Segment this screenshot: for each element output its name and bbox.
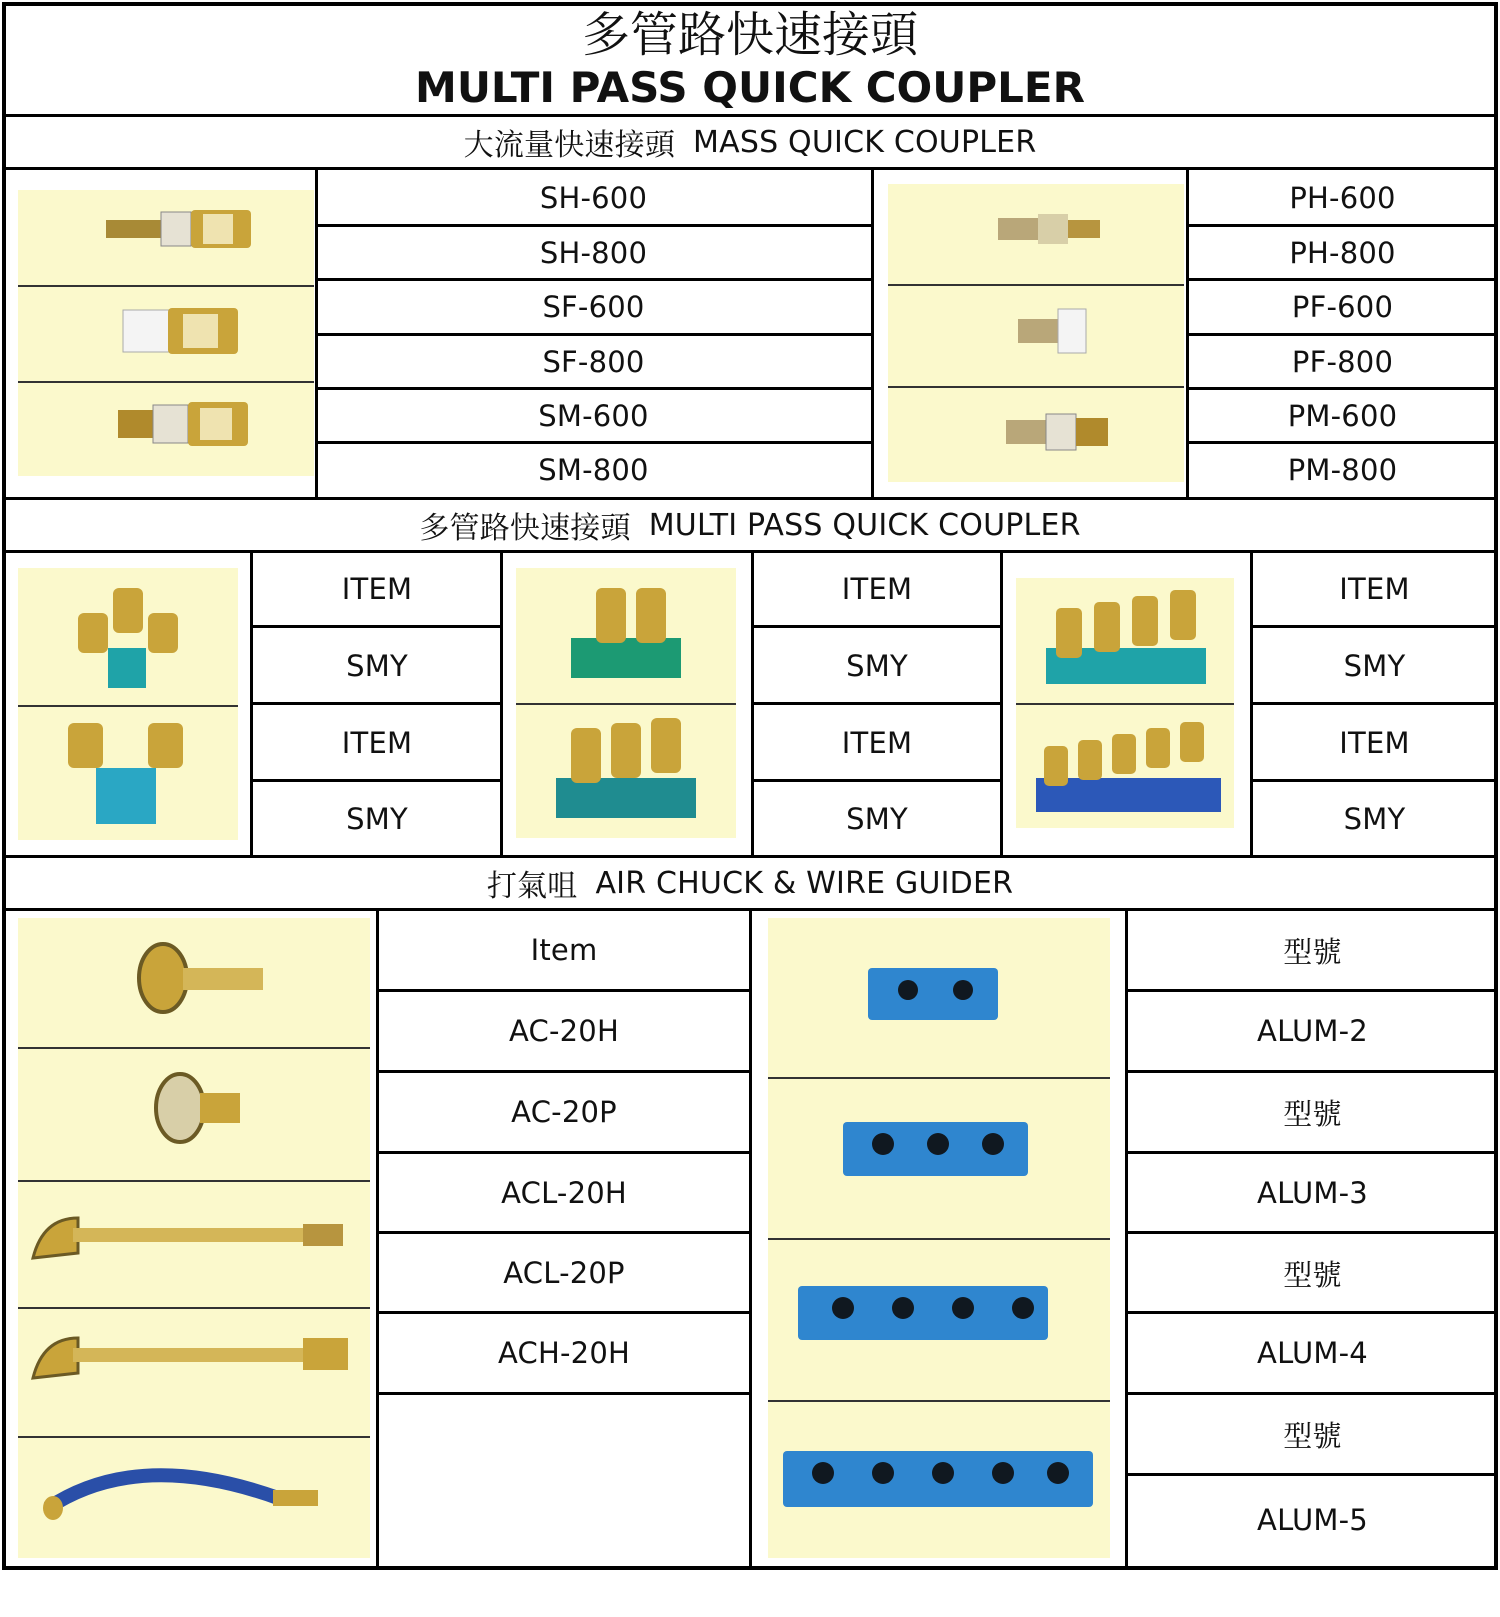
model-cell-pm-800: PM-800 [1287, 453, 1398, 487]
air-chuck-photo-panel [18, 918, 370, 1558]
multi-col1-item-a: ITEM [341, 572, 413, 606]
divider [1253, 779, 1496, 782]
section-title-multi [4, 500, 1496, 550]
divider [1128, 1311, 1496, 1314]
divider [318, 278, 871, 281]
plugs-image [888, 184, 1184, 482]
alum-2-icon [868, 968, 998, 1020]
section-title-mass-zh: 大流量快速接頭 [463, 128, 676, 163]
alum-5-icon [783, 1451, 1093, 1507]
model-cell-pf-800: PF-800 [1291, 345, 1394, 379]
sockets-image [18, 190, 314, 476]
model-cell-sh-600: SH-600 [539, 181, 648, 215]
multi-col2-item-b: ITEM [841, 726, 913, 760]
air-chuck-acl-20p: ACL-20P [503, 1256, 625, 1290]
section-title-mass-en: MASS QUICK COUPLER [693, 124, 1037, 160]
socket-sf-icon [123, 308, 238, 354]
y-couplers-image [18, 568, 238, 840]
socket-sh-icon [106, 210, 251, 248]
page-title-zh: 多管路快速接頭 [581, 7, 918, 63]
divider [318, 441, 871, 444]
alum-3-icon [843, 1122, 1028, 1176]
divider [253, 625, 501, 628]
multi-col3-item-a: ITEM [1339, 572, 1410, 606]
divider [1128, 1392, 1496, 1395]
alum-model-label-1: 型號 [1283, 934, 1342, 969]
air-chuck-hose-icon [139, 944, 263, 1012]
multi-col2-smy-a: SMY [846, 649, 908, 683]
hose-air-chuck-icon [43, 1475, 318, 1520]
plug-pf-icon [1018, 309, 1086, 353]
model-cell-ph-600: PH-600 [1289, 181, 1396, 215]
manifold-4-icon [1046, 590, 1206, 684]
divider [1128, 1070, 1496, 1073]
long-air-chuck-hose-icon [33, 1218, 343, 1258]
section-title-air [4, 858, 1496, 908]
alum-2-model: ALUM-2 [1257, 1014, 1368, 1048]
manifold-5-icon [1036, 722, 1221, 812]
multi-col1-smy-b: SMY [346, 802, 408, 836]
air-chucks-image [18, 918, 370, 1558]
divider [754, 702, 1001, 705]
model-cell-ph-800: PH-800 [1289, 236, 1396, 270]
alum-model-label-3: 型號 [1283, 1257, 1342, 1292]
divider [1128, 1231, 1496, 1234]
air-chuck-ach-20h: ACH-20H [498, 1336, 630, 1370]
air-chuck-item-header: Item [530, 933, 598, 967]
divider [4, 167, 1496, 170]
multi-col1-smy-a: SMY [346, 649, 408, 683]
divider [318, 333, 871, 336]
divider [749, 911, 752, 1567]
model-cell-pf-600: PF-600 [1291, 290, 1394, 324]
divider [253, 779, 501, 782]
multi-col3-item-b: ITEM [1339, 726, 1410, 760]
section-title-multi-en: MULTI PASS QUICK COUPLER [648, 507, 1081, 543]
divider [1253, 702, 1496, 705]
air-chuck-acl-20h: ACL-20H [501, 1176, 627, 1210]
page-title [4, 6, 1496, 114]
divider [1189, 333, 1496, 336]
divider [1189, 278, 1496, 281]
model-cell-sh-800: SH-800 [539, 236, 648, 270]
model-cell-sf-600: SF-600 [542, 290, 645, 324]
model-cell-sf-800: SF-800 [542, 345, 645, 379]
multi-col2-smy-b: SMY [846, 802, 908, 836]
plug-pm-icon [1006, 414, 1108, 450]
alum-3-model: ALUM-3 [1257, 1176, 1368, 1210]
multi-col3-smy-b: SMY [1343, 802, 1406, 836]
divider [1128, 1473, 1496, 1476]
manifold-4-5-image [1016, 578, 1234, 828]
alum-model-label-4: 型號 [1283, 1418, 1342, 1453]
section-title-air-zh: 打氣咀 [486, 869, 578, 904]
divider [1189, 224, 1496, 227]
section-title-multi-zh: 多管路快速接頭 [419, 511, 631, 546]
divider [1189, 387, 1496, 390]
divider [318, 387, 871, 390]
divider [1253, 625, 1496, 628]
multi-col3-smy-a: SMY [1343, 649, 1406, 683]
long-air-chuck-plug-icon [33, 1338, 348, 1378]
divider [754, 779, 1001, 782]
multi-col2-item-a: ITEM [841, 572, 913, 606]
divider [253, 702, 501, 705]
divider [379, 1311, 751, 1314]
air-chuck-plug-icon [156, 1074, 240, 1142]
section-title-air-en: AIR CHUCK & WIRE GUIDER [595, 865, 1014, 901]
three-way-y-icon [78, 588, 178, 688]
socket-sm-icon [118, 402, 248, 446]
multi-photo-manifold-4-5 [1016, 578, 1234, 828]
two-way-y-icon [68, 723, 183, 824]
air-chuck-ac-20p: AC-20P [511, 1095, 617, 1129]
manifold-2-3-image [516, 568, 736, 838]
divider [376, 911, 379, 1567]
divider [379, 989, 751, 992]
divider [379, 1231, 751, 1234]
divider [379, 1392, 751, 1395]
manifold-2-icon [571, 588, 681, 678]
divider [1125, 911, 1128, 1567]
alum-manifolds-image [768, 918, 1110, 1558]
multi-photo-manifold-2-3 [516, 568, 736, 838]
plug-photo-panel [888, 184, 1184, 482]
alum-4-model: ALUM-4 [1257, 1336, 1368, 1370]
divider [379, 1070, 751, 1073]
alum-model-label-2: 型號 [1283, 1096, 1342, 1131]
socket-photo-panel [18, 190, 314, 476]
manifold-3-icon [556, 718, 696, 818]
divider [1128, 1151, 1496, 1154]
page-title-en: MULTI PASS QUICK COUPLER [415, 63, 1085, 112]
model-cell-pm-600: PM-600 [1287, 399, 1398, 433]
divider [754, 625, 1001, 628]
alum-5-model: ALUM-5 [1257, 1503, 1368, 1537]
air-chuck-ac-20h: AC-20H [509, 1014, 619, 1048]
divider [1128, 989, 1496, 992]
alum-manifold-photo-panel [768, 918, 1110, 1558]
multi-col1-item-b: ITEM [341, 726, 413, 760]
multi-photo-y-couplers [18, 568, 238, 840]
divider [318, 224, 871, 227]
model-cell-sm-800: SM-800 [538, 453, 649, 487]
divider [315, 170, 318, 497]
plug-ph-icon [998, 214, 1100, 244]
divider [379, 1151, 751, 1154]
alum-4-icon [798, 1286, 1048, 1340]
divider [1189, 441, 1496, 444]
divider [871, 170, 874, 497]
section-title-mass [4, 117, 1496, 167]
model-cell-sm-600: SM-600 [538, 399, 649, 433]
